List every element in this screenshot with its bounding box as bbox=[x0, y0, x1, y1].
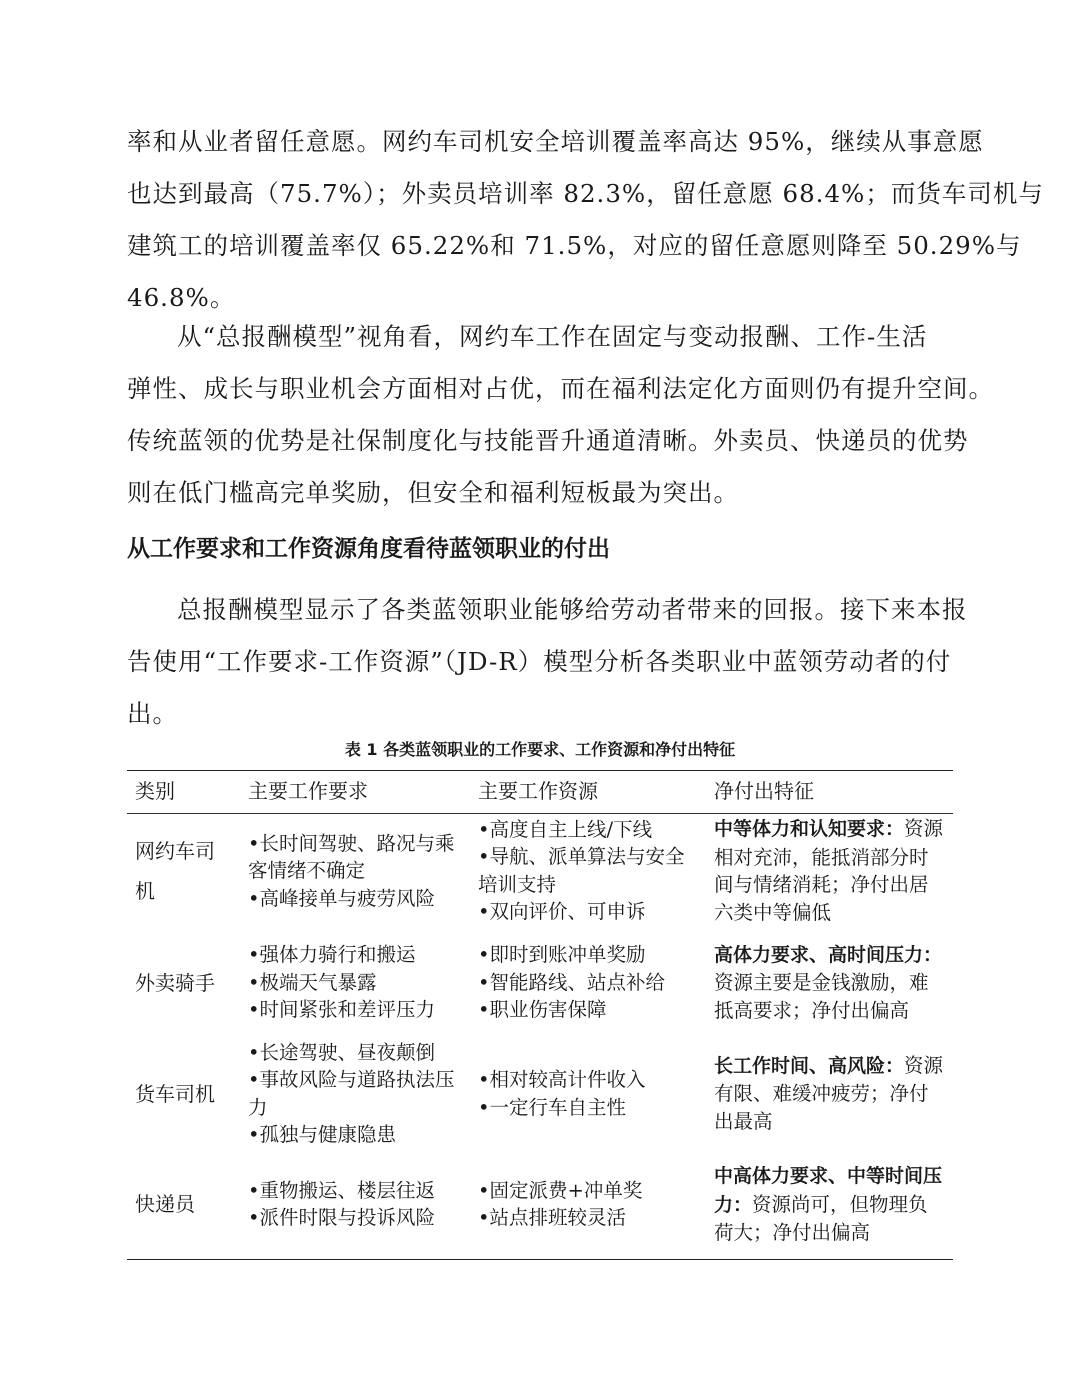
demands-cell bbox=[240, 928, 470, 1038]
demands-cell bbox=[240, 814, 470, 928]
text-line: 也达到最高（75.7%）；外卖员培训率 82.3%，留任意愿 68.4%；而货车司机与 bbox=[127, 179, 1044, 208]
resource-item: • 职业伤害保障 bbox=[478, 996, 698, 1024]
resources-cell bbox=[470, 928, 706, 1038]
demand-item: • 强体力骑行和搬运 bbox=[248, 941, 462, 969]
resource-item: • 站点排班较灵活 bbox=[478, 1204, 698, 1232]
resources-cell bbox=[470, 1038, 706, 1150]
net-effort-detail: 资源有限、难缓冲疲劳；净付出最高 bbox=[714, 1053, 944, 1133]
net-effort-cell bbox=[706, 1150, 953, 1260]
text-line: 率和从业者留任意愿。网约车司机安全培训覆盖率高达 95%，继续从事意愿 bbox=[127, 127, 984, 156]
paragraph-retention bbox=[127, 116, 1044, 324]
net-effort-cell bbox=[706, 928, 953, 1038]
text-line: 则在低门槛高完单奖励，但安全和福利短板最为突出。 bbox=[127, 478, 739, 507]
text-line: 从“总报酬模型”视角看，网约车工作在固定与变动报酬、工作-生活 bbox=[177, 322, 928, 351]
net-effort-cell bbox=[706, 814, 953, 928]
demand-item: • 事故风险与道路执法压力 bbox=[248, 1066, 462, 1121]
net-effort-summary: 中等体力和认知要求： bbox=[714, 818, 905, 841]
text-line: 告使用“工作要求-工作资源”（JD-R）模型分析各类职业中蓝领劳动者的付 bbox=[127, 647, 952, 676]
demand-item: • 长时间驾驶、路况与乘客情绪不确定 bbox=[248, 830, 462, 885]
jdr-table bbox=[127, 770, 953, 1260]
net-effort-detail: 资源相对充沛，能抵消部分时间与情绪消耗；净付出居六类中等偏低 bbox=[714, 817, 944, 924]
demand-item: • 高峰接单与疲劳风险 bbox=[248, 885, 462, 913]
net-effort-summary: 长工作时间、高风险： bbox=[714, 1054, 905, 1077]
resource-item: • 相对较高计件收入 bbox=[478, 1066, 698, 1094]
text-line: 弹性、成长与职业机会方面相对占优，而在福利法定化方面则仍有提升空间。 bbox=[127, 374, 994, 403]
net-effort-detail: 资源尚可，但物理负荷大；净付出偏高 bbox=[714, 1192, 928, 1244]
resources-cell bbox=[470, 814, 706, 928]
category-cell: 货车司机 bbox=[135, 1081, 215, 1106]
column-header: 主要工作要求 bbox=[240, 771, 470, 814]
text-line: 建筑工的培训覆盖率仅 65.22%和 71.5%，对应的留任意愿则降至 50.29%与 bbox=[127, 231, 1022, 260]
resource-item: • 固定派费+冲单奖 bbox=[478, 1177, 698, 1205]
table-caption: 表 1 各类蓝领职业的工作要求、工作资源和净付出特征 bbox=[344, 740, 736, 759]
text-line: 出。 bbox=[127, 699, 178, 728]
table-header-row bbox=[127, 771, 953, 814]
paragraph-total-rewards bbox=[127, 311, 994, 519]
demand-item: • 重物搬运、楼层往返 bbox=[248, 1177, 462, 1205]
resource-item: • 一定行车自主性 bbox=[478, 1094, 698, 1122]
table-row bbox=[127, 1150, 953, 1260]
text-line: 46.8%。 bbox=[127, 283, 236, 312]
table-row bbox=[127, 928, 953, 1038]
demands-cell bbox=[240, 1038, 470, 1150]
net-effort-cell bbox=[706, 1038, 953, 1150]
resource-item: • 导航、派单算法与安全培训支持 bbox=[478, 843, 698, 898]
resource-item: • 即时到账冲单奖励 bbox=[478, 941, 698, 969]
demand-item: • 派件时限与投诉风险 bbox=[248, 1204, 462, 1232]
section-heading: 从工作要求和工作资源角度看待蓝领职业的付出 bbox=[127, 536, 610, 562]
column-header: 类别 bbox=[127, 771, 240, 814]
demand-item: • 极端天气暴露 bbox=[248, 969, 462, 997]
resource-item: • 双向评价、可申诉 bbox=[478, 898, 698, 926]
paragraph-jdr-intro bbox=[127, 584, 968, 740]
resource-item: • 智能路线、站点补给 bbox=[478, 969, 698, 997]
category-cell: 网约车司机 bbox=[135, 838, 215, 903]
resources-cell bbox=[470, 1150, 706, 1260]
text-line: 总报酬模型显示了各类蓝领职业能够给劳动者带来的回报。接下来本报 bbox=[177, 595, 968, 624]
column-header: 主要工作资源 bbox=[470, 771, 706, 814]
text-line: 传统蓝领的优势是社保制度化与技能晋升通道清晰。外卖员、快递员的优势 bbox=[127, 426, 969, 455]
demand-item: • 长途驾驶、昼夜颠倒 bbox=[248, 1039, 462, 1067]
resource-item: • 高度自主上线/下线 bbox=[478, 816, 698, 844]
net-effort-summary: 中高体力要求、中等时间压力： bbox=[714, 1165, 943, 1216]
demands-cell bbox=[240, 1150, 470, 1260]
category-cell: 外卖骑手 bbox=[135, 970, 215, 995]
demand-item: • 时间紧张和差评压力 bbox=[248, 996, 462, 1024]
net-effort-summary: 高体力要求、高时间压力： bbox=[714, 943, 943, 966]
column-header: 净付出特征 bbox=[706, 771, 953, 814]
demand-item: • 孤独与健康隐患 bbox=[248, 1121, 462, 1149]
table-row bbox=[127, 814, 953, 928]
category-cell: 快递员 bbox=[127, 1150, 240, 1260]
net-effort-detail: 资源主要是金钱激励，难抵高要求；净付出偏高 bbox=[714, 971, 929, 1022]
table-row bbox=[127, 1038, 953, 1150]
